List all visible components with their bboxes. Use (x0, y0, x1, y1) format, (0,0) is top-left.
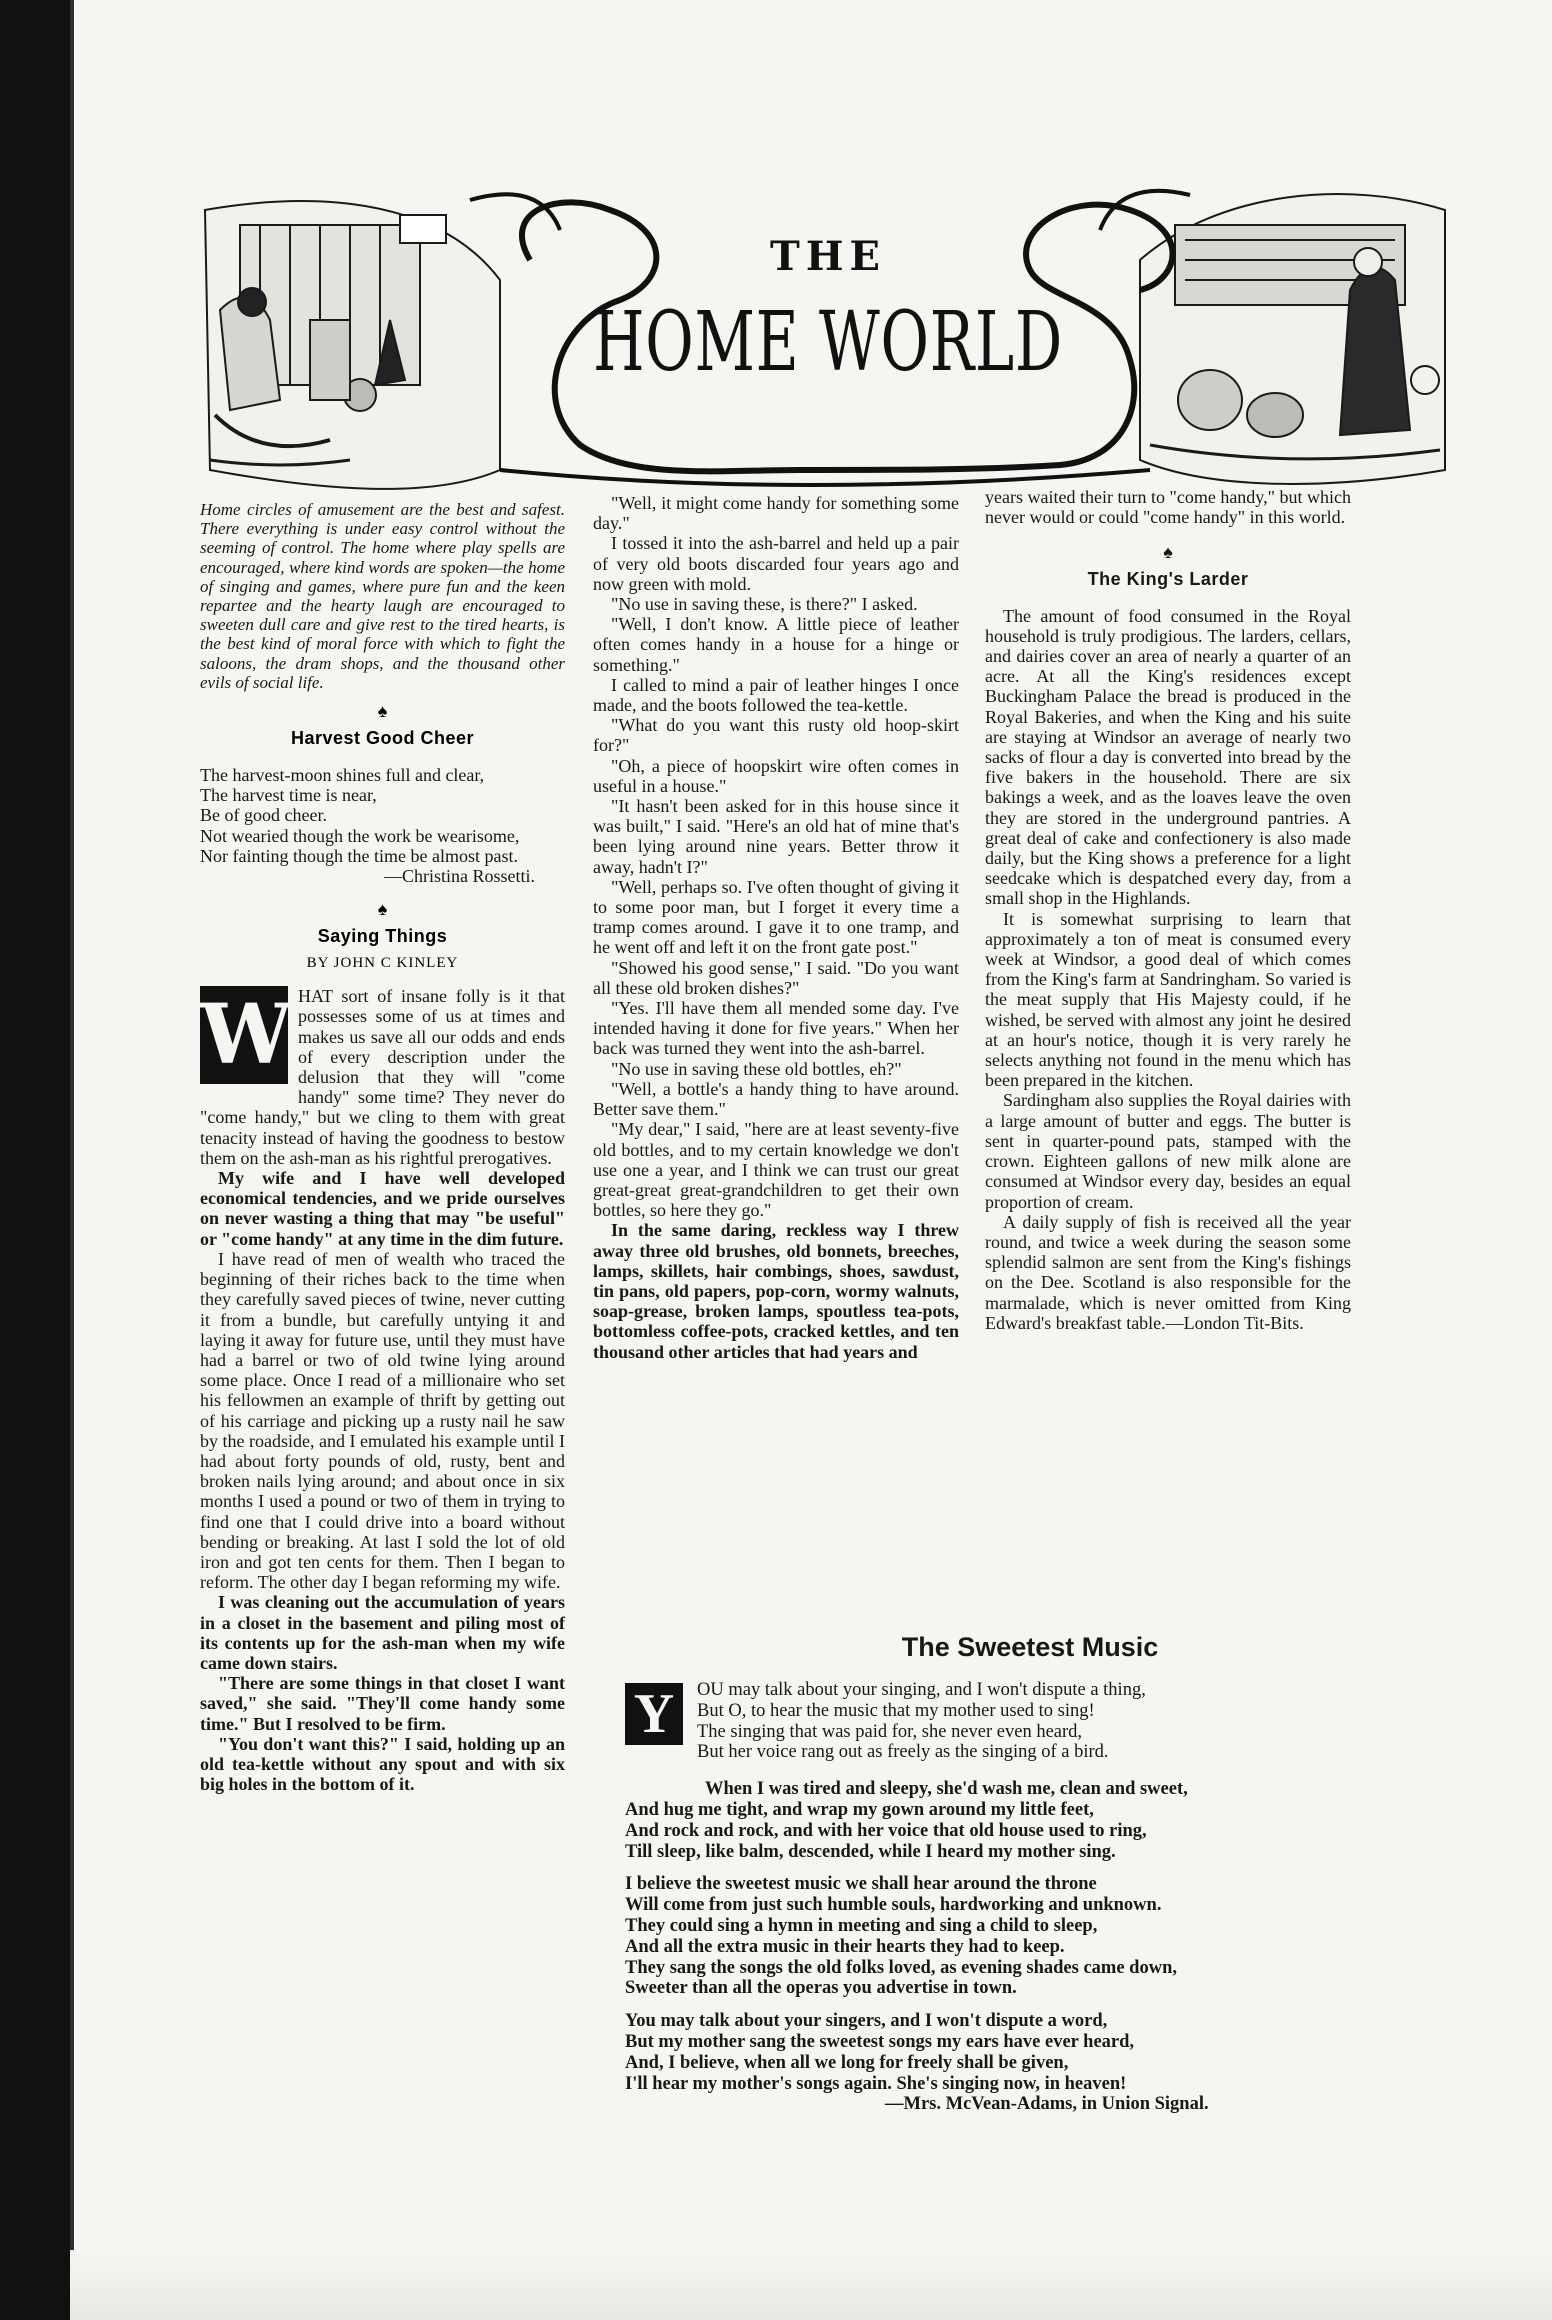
poem-line: But my mother sang the sweetest songs my ears have ever heard, (625, 2031, 1135, 2052)
dropcap-y: Y (625, 1683, 683, 1745)
poem-line: And hug me tight, and wrap my gown around my little feet, (625, 1799, 1094, 1820)
saying-para: "My dear," I said, "here are at least seventy-five old bottles, and to my certain knowledge we don't use one a year, and I think we can trust our great great-great great-grandchildren to get their own bottles, so here they go." (593, 1119, 959, 1221)
saying-para: I was cleaning out the accumulation of years in a closet in the basement and piling most of its contents up for the ash-man when my wife came down stairs. (200, 1592, 565, 1673)
saying-para: "Showed his good sense," I said. "Do you want all these old broken dishes?" (593, 957, 959, 998)
saying-para: "No use in saving these, is there?" I asked. (611, 594, 918, 615)
saying-para: In the same daring, reckless way I threw away three old brushes, old bonnets, breeches, lamps, skillets, hair combings, shoes, sawdust, tin pans, old papers, pop-corn, wormy walnuts, soap-grease, broken lamps, spoutless tea-pots, bottomless coffee-pots, cracked kettles, and ten thousand other articles that had years and (593, 1220, 959, 1362)
saying-body (200, 986, 565, 1794)
page-bottom-margin (70, 2250, 1552, 2320)
poem-line: OU may talk about your singing, and I won't dispute a thing, (697, 1680, 1146, 1700)
poem-line: And rock and rock, and with her voice that old house used to ring, (625, 1820, 1147, 1841)
saying-para: "Oh, a piece of hoopskirt wire often comes in useful in a house." (593, 755, 959, 796)
poem-line: They could sing a hymn in meeting and sing a child to sleep, (625, 1915, 1098, 1936)
column-3 (985, 487, 1351, 1333)
poem-line: But O, to hear the music that my mother used to sing! (697, 1700, 1095, 1721)
saying-para: "Well, it might come handy for something some day." (593, 493, 959, 534)
stanza (625, 1874, 1465, 1999)
column-1 (200, 500, 565, 1794)
saying-para: "Well, perhaps so. I've often thought of giving it to some poor man, but I forget it every time a tramp comes around. I gave it to one tramp, and he went off and left it on the front gate post." (593, 876, 959, 958)
poem-line: But her voice rang out as freely as the singing of a bird. (697, 1742, 1109, 1763)
poem-line: The harvest time is near, (200, 785, 377, 806)
banner-title: HOME WORLD (593, 295, 1063, 390)
saying-para: "Well, a bottle's a handy thing to have around. Better save them." (593, 1078, 959, 1120)
saying-para: HAT sort of insane folly is it that possesses some of us at times and makes us save all our odds and ends of every description under the delusion that they will "come handy" some time? They never do "come handy," but we cling to them with great tenacity instead of having the goodness to bestow them on the ash-man as his rightful prerogatives. (200, 986, 565, 1168)
intro-paragraph: Home circles of amusement are the best and safest. There everything is under easy control without the seeming of control. The home where play spells are encouraged, where kind words are spoken—the home of singing and games, where pure fun and the keen repartee and the hearty laugh are encouraged to sweeten dull care and give rest to the tired hearts, is the best kind of moral force with which to fight the saloons, the dram shops, and the thousand other evils of social life. (200, 500, 565, 692)
poem-line: The harvest-moon shines full and clear, (200, 765, 485, 786)
saying-para: I have read of men of wealth who traced the beginning of their riches back to the time when they carefully saved pieces of twine, never cutting it from a bundle, but carefully untying it and laying it away for future use, until they must have had a barrel or two of old twine lying around some place. Once I read of a millionaire who set his fellowmen an example of thrift by getting out of his carriage and picking up a rusty nail he saw by the roadside, and I emulated his example until I had about forty pounds of old, rusty, bent and broken nails lying around; and about once in six months I used a pound or two of them in trying to find one that I could drive into a board without bending or breaking. At last I sold the lot of old iron and got ten cents for them. Then I began to reform. The other day I began reforming my wife. (200, 1248, 565, 1593)
music-poem (625, 1680, 1465, 2115)
poem-line: Not wearied though the work be wearisome, (200, 825, 520, 846)
saying-para: "It hasn't been asked for in this house since it was built," I said. "Here's an old hat of mine that's been lying around nine years. Better throw it away, hadn't I?" (593, 796, 959, 877)
poem-line: I'll hear my mother's songs again. She's singing now, in heaven! (625, 2073, 1127, 2094)
larder-para: A daily supply of fish is received all the year round, and twice a week during the season some splendid salmon are sent from the King's fishings on the Dee. Scotland is also responsible for the marmalade, which is never omitted from King Edward's breakfast table.—London Tit-Bits. (985, 1211, 1351, 1333)
saying-para: "No use in saving these old bottles, eh?" (611, 1058, 902, 1079)
larder-title: The King's Larder (1087, 569, 1249, 590)
poem-line: Sweeter than all the operas you advertise in town. (625, 1978, 1017, 1999)
poem-line: I believe the sweetest music we shall hear around the throne (625, 1874, 1097, 1895)
poem-line: Will come from just such humble souls, hardworking and unknown. (625, 1895, 1162, 1916)
poem-line: Be of good cheer. (200, 805, 327, 826)
scan-left-edge (0, 0, 70, 2320)
page-border (70, 0, 74, 2320)
poem-line: You may talk about your singers, and I won't dispute a word, (625, 2011, 1108, 2032)
music-attribution: —Mrs. McVean-Adams, in Union Signal. (885, 2094, 1209, 2115)
poem-line: Nor fainting though the time be almost past. (200, 845, 518, 866)
right-kitchen-illustration (1140, 194, 1445, 484)
poem-line: And all the extra music in their hearts they had to keep. (625, 1936, 1065, 1957)
poem-line: Till sleep, like balm, descended, while I heard my mother sing. (625, 1841, 1116, 1862)
saying-para: "Yes. I'll have them all mended some day. I've intended having it done for five years." When her back was turned they went into the ash-barrel. (593, 998, 959, 1059)
larder-para: The amount of food consumed in the Royal household is truly prodigious. The larders, cellars, and dairies cover an area of nearly a quarter of an acre. At all the King's residences except Buckingham Palace the bread is produced in the Royal Bakeries, and when the King and his suite are staying at Windsor an average of nearly two sacks of flour a day is converted into bread by the five bakers in the household. There are six bakings a week, and as the loaves leave the oven they are stored in the underground pantries. A great deal of cake and confectionery is also made daily, but the King shows a preference for a light seedcake which is despatched every day, from a small shop in the Highlands. (985, 605, 1351, 909)
music-title: The Sweetest Music (901, 1632, 1159, 1662)
saying-para: I tossed it into the ash-barrel and held up a pair of very old boots discarded four years ago and now green with mold. (593, 533, 959, 594)
banner-the-word: THE (769, 233, 887, 280)
saying-title: Saying Things (317, 926, 448, 947)
saying-para: I called to mind a pair of leather hinges I once made, and the boots followed the tea-kettle. (593, 674, 959, 716)
spade-ornament-icon: ♠ (377, 701, 388, 722)
column-2 (593, 493, 959, 1362)
stanza (625, 1680, 1465, 1763)
poem-line: When I was tired and sleepy, she'd wash me, clean and sweet, (705, 1779, 1188, 1800)
harvest-attribution: —Christina Rossetti. (383, 866, 535, 887)
newspaper-page (70, 0, 1552, 2320)
poem-line: They sang the songs the old folks loved, as evening shades came down, (625, 1957, 1177, 1978)
saying-para: "Well, I don't know. A little piece of leather often comes handy in a house for a hinge or something." (593, 614, 959, 675)
saying-para: years waited their turn to "come handy," but which never would or could "come handy" in this world. (985, 487, 1351, 528)
poem-line: The singing that was paid for, she never even heard, (697, 1721, 1083, 1742)
saying-para: "You don't want this?" I said, holding up an old tea-kettle without any spout and with six big holes in the bottom of it. (200, 1733, 565, 1795)
spade-ornament-icon: ♠ (377, 899, 388, 920)
home-world-banner (200, 170, 1450, 490)
saying-byline: BY JOHN C KINLEY (306, 955, 459, 972)
harvest-title: Harvest Good Cheer (290, 728, 475, 749)
larder-para: Sardingham also supplies the Royal dairies with a large amount of butter and eggs. The butter is sent in quarter-pound pats, stamped with the crown. Eighteen gallons of new milk alone are consumed at Windsor every day, besides an equal proportion of cream. (985, 1090, 1351, 1212)
poem-line: And, I believe, when all we long for freely shall be given, (625, 2052, 1069, 2073)
left-parlor-illustration (205, 201, 500, 489)
dropcap-w: W (200, 987, 293, 1084)
saying-para: "There are some things in that closet I want saved," she said. "They'll come handy some time." But I resolved to be firm. (200, 1673, 565, 1734)
stanza (625, 2011, 1465, 2094)
saying-para: "What do you want this rusty old hoop-skirt for?" (593, 715, 959, 756)
saying-para: My wife and I have well developed economical tendencies, and we pride ourselves on never wasting a thing that may "be useful" or "come handy" at any time in the dim future. (200, 1168, 565, 1249)
larder-para: It is somewhat surprising to learn that approximately a ton of meat is consumed every week at Windsor, a good deal of which comes from the King's farm at Sandringham. So varied is the meat supply that His Majesty could, if he wished, be served with almost any joint he desired at an hour's notice, though it is very rarely he selects anything not found in the menu which has been prepared in the kitchen. (985, 908, 1351, 1091)
harvest-poem (200, 765, 565, 886)
stanza (625, 1775, 1465, 1862)
spade-ornament-icon: ♠ (1163, 542, 1173, 563)
